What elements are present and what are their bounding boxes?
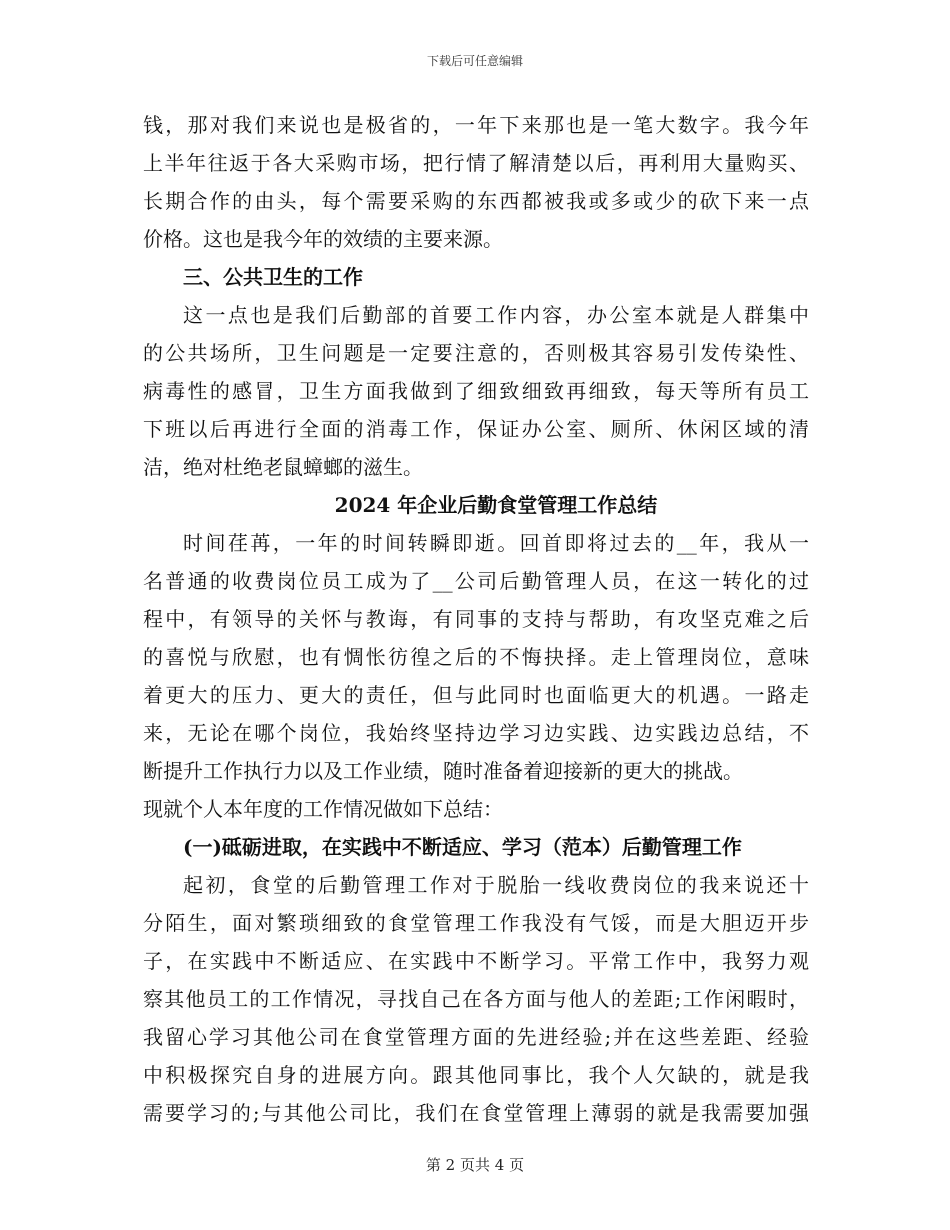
paragraph-line: 程中，有领导的关怀与教诲，有同事的支持与帮助，有攻坚克难之后 — [143, 607, 809, 631]
section-heading: (一)砥砺进取，在实践中不断适应、学习（范本）后勤管理工作 — [183, 835, 742, 859]
paragraph-line: 现就个人本年度的工作情况做如下总结： — [143, 797, 503, 821]
paragraph-line: 来，无论在哪个岗位，我始终坚持边学习边实践、边实践边总结，不 — [143, 721, 809, 745]
paragraph-line: 下班以后再进行全面的消毒工作，保证办公室、厕所、休闲区域的清 — [143, 417, 809, 441]
paragraph-line: 起初，食堂的后勤管理工作对于脱胎一线收费岗位的我来说还十 — [183, 873, 809, 897]
paragraph-line: 钱，那对我们来说也是极省的，一年下来那也是一笔大数字。我今年 — [143, 113, 809, 137]
document-body — [143, 106, 809, 1132]
paragraph-line: 的公共场所，卫生问题是一定要注意的，否则极其容易引发传染性、 — [143, 341, 809, 365]
paragraph-line: 着更大的压力、更大的责任，但与此同时也面临更大的机遇。一路走 — [143, 683, 809, 707]
paragraph-line: 子，在实践中不断适应、在实践中不断学习。平常工作中，我努力观 — [143, 949, 809, 973]
page-header: 下载后可任意编辑 — [426, 54, 523, 68]
paragraph-line: 断提升工作执行力以及工作业绩，随时准备着迎接新的更大的挑战。 — [143, 759, 743, 783]
section-heading: 三、公共卫生的工作 — [183, 265, 363, 289]
paragraph-line: 价格。这也是我今年的效绩的主要来源。 — [143, 227, 503, 251]
paragraph-line: 时间荏苒，一年的时间转瞬即逝。回首即将过去的__年，我从一 — [183, 531, 809, 555]
paragraph-line: 我留心学习其他公司在食堂管理方面的先进经验;并在这些差距、经验 — [143, 1025, 809, 1049]
page-footer: 第 2 页共 4 页 — [425, 1156, 525, 1174]
paragraph-line: 察其他员工的工作情况，寻找自己在各方面与他人的差距;工作闲暇时， — [143, 987, 809, 1011]
paragraph-line: 名普通的收费岗位员工成为了__公司后勤管理人员，在这一转化的过 — [143, 569, 809, 593]
paragraph-line: 这一点也是我们后勤部的首要工作内容，办公室本就是人群集中 — [183, 303, 809, 327]
paragraph-line: 洁，绝对杜绝老鼠蟑螂的滋生。 — [143, 455, 423, 479]
paragraph-line: 病毒性的感冒，卫生方面我做到了细致细致再细致，每天等所有员工 — [143, 379, 809, 403]
paragraph-line: 的喜悦与欣慰，也有惆怅彷徨之后的不悔抉择。走上管理岗位，意味 — [143, 645, 809, 669]
paragraph-line: 长期合作的由头，每个需要采购的东西都被我或多或少的砍下来一点 — [143, 189, 809, 213]
paragraph-line: 需要学习的;与其他公司比，我们在食堂管理上薄弱的就是我需要加强 — [143, 1101, 809, 1125]
document-title: 2024 年企业后勤食堂管理工作总结 — [334, 493, 658, 517]
paragraph-line: 中积极探究自身的进展方向。跟其他同事比，我个人欠缺的，就是我 — [143, 1063, 809, 1087]
paragraph-line: 上半年往返于各大采购市场，把行情了解清楚以后，再利用大量购买、 — [143, 151, 809, 175]
paragraph-line: 分陌生，面对繁琐细致的食堂管理工作我没有气馁，而是大胆迈开步 — [143, 911, 809, 935]
